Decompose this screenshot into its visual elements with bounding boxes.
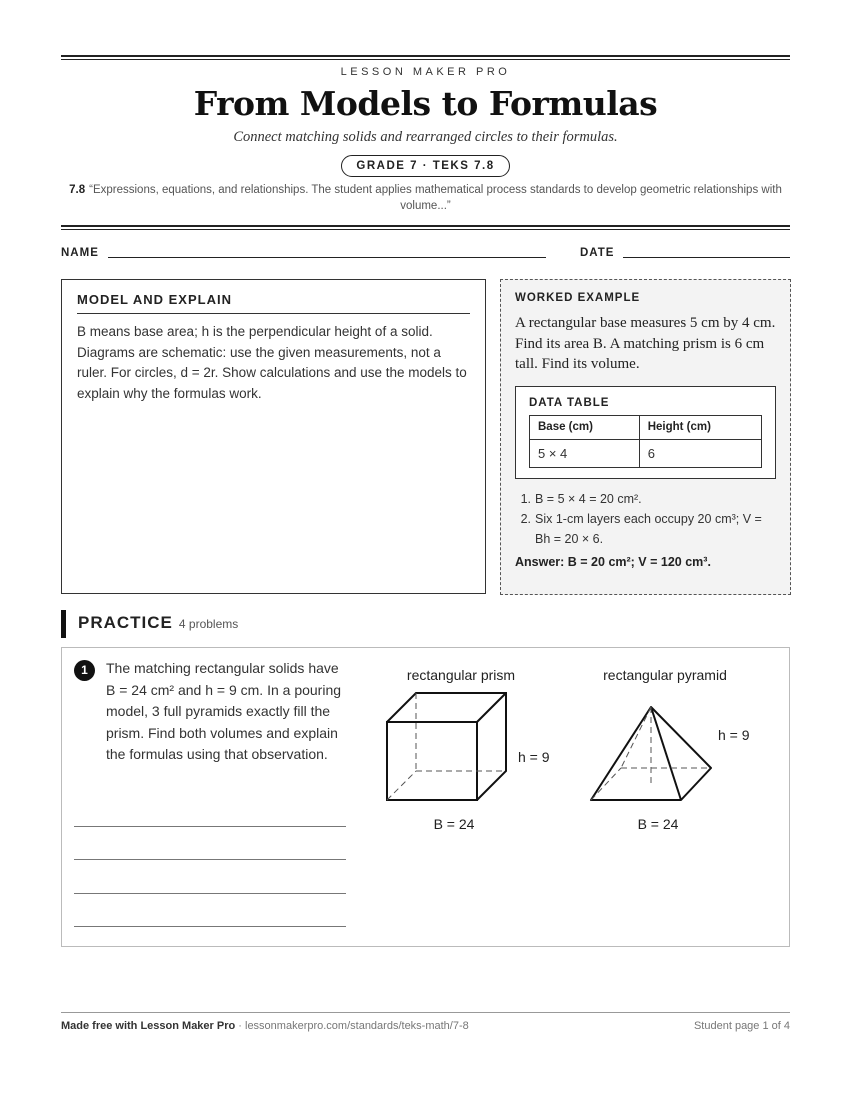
problem-text: The matching rectangular solids have B = 24 cm² and h = 9 cm. In a pouring model, 3 full pyramids exactly fill the prism. Find both volumes and explain the formulas using that observation. — [106, 660, 342, 762]
page-header — [61, 66, 790, 177]
model-text: B means base area; h is the perpendicular height of a solid. Diagrams are schematic: use the given measurements, not a ruler. For circles, d = 2r. Show calculations and use the models to explain why the formulas work. — [77, 324, 467, 401]
name-label: NAME — [61, 247, 99, 259]
page-title: From Models to Formulas — [193, 84, 658, 123]
step-number: 1. — [520, 491, 531, 506]
footer-url: · lessonmakerpro.com/standards/teks-math/7-8 — [235, 1020, 469, 1032]
worked-steps — [515, 489, 776, 549]
pyramid-base-label: B = 24 — [637, 816, 679, 832]
standard-code: 7.8 — [69, 184, 86, 196]
worked-example-box — [500, 279, 791, 595]
prism-diagram — [387, 667, 550, 832]
data-table-box — [515, 386, 776, 479]
problem-1-box — [61, 647, 790, 947]
worked-text: A rectangular base measures 5 cm by 4 cm. Find its area B. A matching prism is 6 cm tall. Find its volume. — [515, 315, 776, 372]
footer-made: Made free with Lesson Maker Pro — [61, 1020, 236, 1032]
practice-heading — [61, 610, 238, 638]
step-text: Six 1-cm layers each occupy 20 cm³; V = Bh = 20 × 6. — [535, 511, 762, 546]
list-item — [515, 489, 776, 509]
solids-diagram — [62, 648, 789, 946]
name-field[interactable] — [108, 257, 546, 258]
standard-description — [61, 182, 790, 214]
page-subtitle: Connect matching solids and rearranged circles to their formulas. — [233, 129, 618, 145]
model-heading: MODEL AND EXPLAIN — [77, 292, 470, 314]
step-text: B = 5 × 4 = 20 cm². — [535, 491, 642, 506]
worked-heading: WORKED EXAMPLE — [515, 292, 641, 304]
practice-count: 4 problems — [178, 617, 239, 631]
footer-page: Student page 1 of 4 — [693, 1020, 790, 1032]
cell-base: 5 × 4 — [530, 439, 640, 467]
header-rule — [61, 225, 790, 227]
data-table-heading: DATA TABLE — [529, 396, 610, 409]
grade-badge: GRADE 7 · TEKS 7.8 — [341, 155, 509, 177]
brand-name: LESSON MAKER PRO — [340, 66, 511, 78]
practice-title: PRACTICE — [78, 613, 173, 632]
pyramid-label: rectangular pyramid — [603, 667, 727, 683]
standard-text: “Expressions, equations, and relationships. The student applies mathematical process standards to develop geometric relationships with volume...” — [89, 184, 782, 212]
data-table — [529, 415, 762, 468]
cell-height: 6 — [639, 439, 761, 467]
column-header-height: Height (cm) — [639, 415, 761, 439]
prism-base-label: B = 24 — [433, 816, 475, 832]
pyramid-height-label: h = 9 — [718, 727, 750, 743]
header-rule-thin — [61, 229, 790, 230]
column-header-base: Base (cm) — [530, 415, 640, 439]
table-row — [530, 439, 762, 467]
model-and-explain-box — [61, 279, 486, 594]
prism-height-label: h = 9 — [518, 749, 550, 765]
top-rule — [61, 55, 790, 57]
pyramid-diagram — [591, 667, 750, 832]
top-rule-thin — [61, 59, 790, 60]
problem-number: 1 — [74, 660, 95, 681]
page-footer — [61, 1020, 790, 1032]
date-field[interactable] — [623, 257, 790, 258]
name-date-row — [61, 247, 790, 261]
list-item — [515, 509, 776, 549]
prism-label: rectangular prism — [406, 667, 516, 683]
step-number: 2. — [520, 511, 531, 526]
worked-answer: Answer: B = 20 cm²; V = 120 cm³. — [515, 554, 711, 569]
date-label: DATE — [580, 247, 615, 259]
footer-rule — [61, 1012, 790, 1013]
